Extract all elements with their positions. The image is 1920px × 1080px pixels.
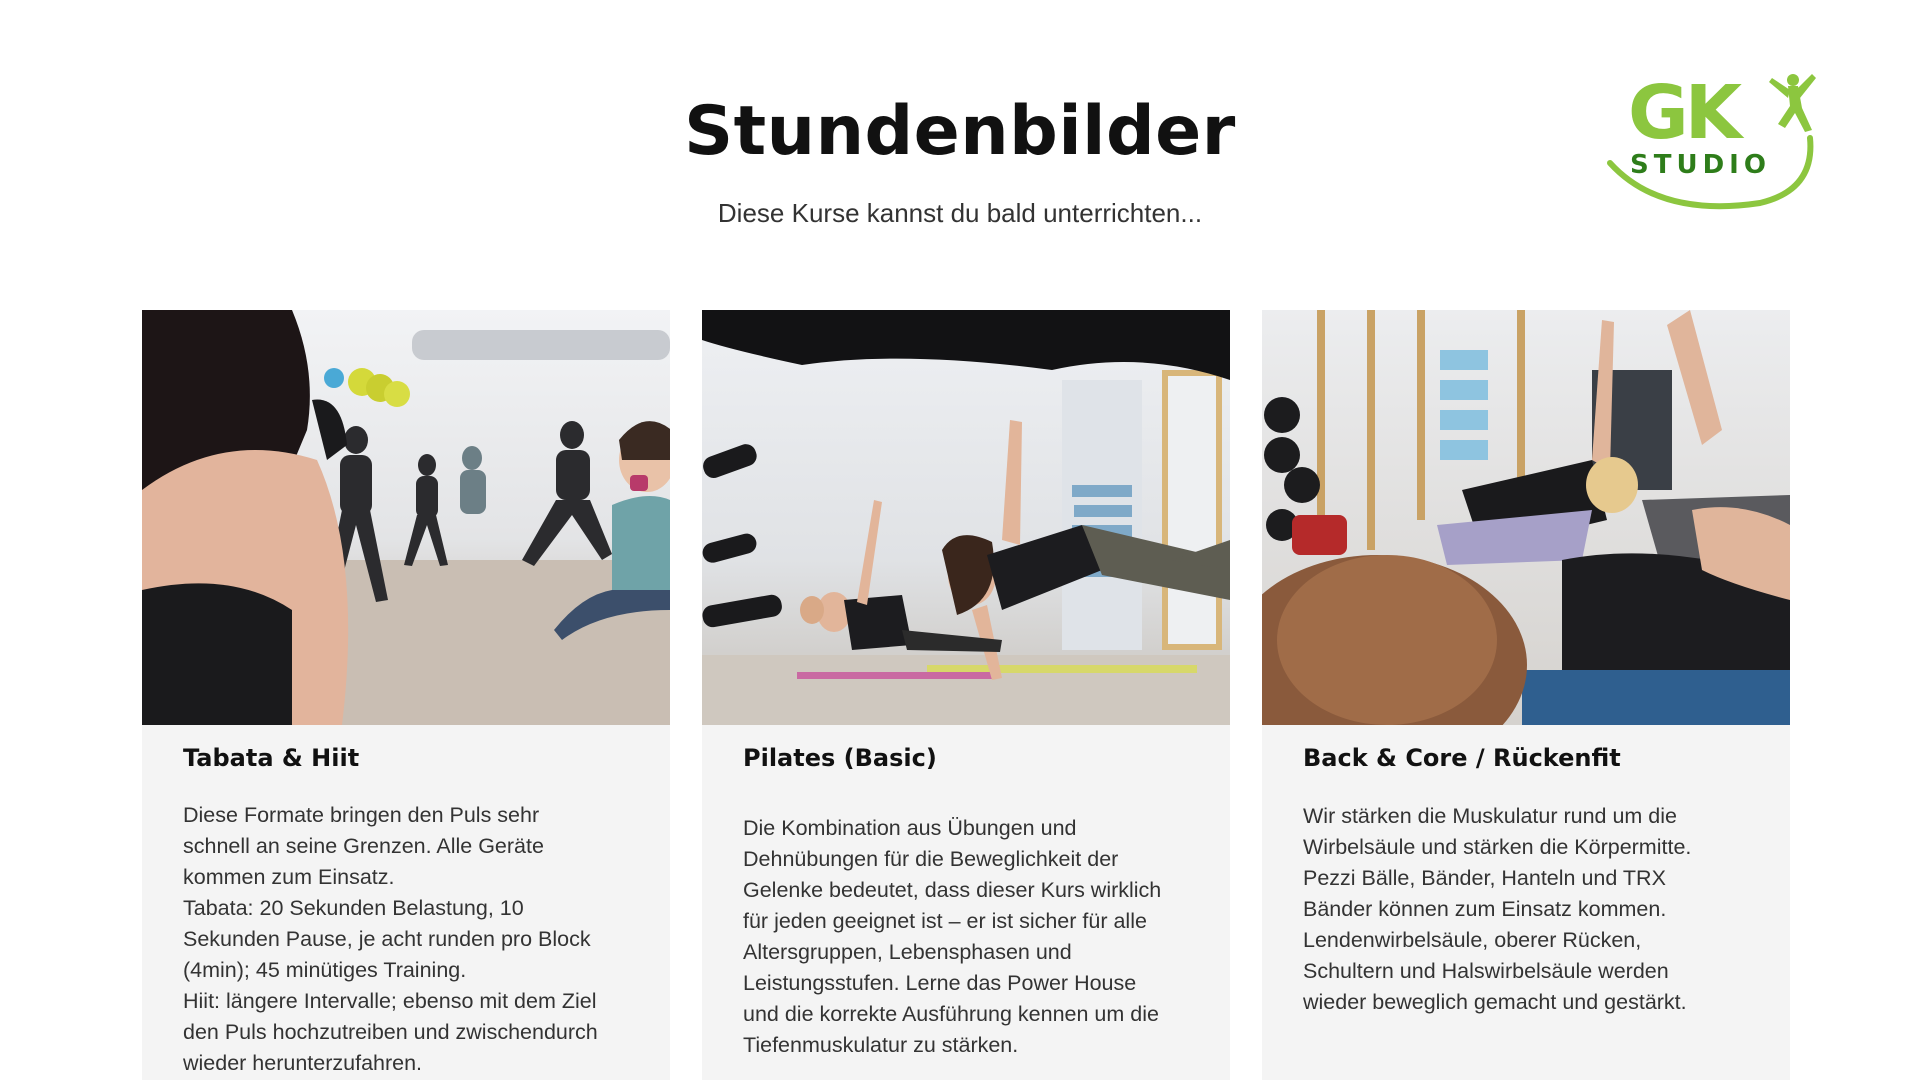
course-title: Pilates (Basic) xyxy=(743,744,937,772)
description-line: den Puls hochzutreiben und zwischendurch xyxy=(183,1020,598,1044)
description-line: und die korrekte Ausführung kennen um die xyxy=(743,1002,1159,1026)
description-line: für jeden geeignet ist – er ist sicher für alle xyxy=(743,909,1147,933)
course-title: Back & Core / Rückenfit xyxy=(1303,744,1621,772)
description-line: Dehnübungen für die Beweglichkeit der xyxy=(743,847,1119,871)
page-title: Stundenbilder xyxy=(684,92,1236,171)
description-line: Diese Formate bringen den Puls sehr xyxy=(183,803,540,827)
description-line: Leistungsstufen. Lerne das Power House xyxy=(743,971,1137,995)
course-card-pilates xyxy=(702,310,1230,1080)
course-description xyxy=(183,800,633,1079)
description-line: Tabata: 20 Sekunden Belastung, 10 xyxy=(183,896,524,920)
course-photo-tabata xyxy=(142,310,670,725)
description-line: Hiit: längere Intervalle; ebenso mit dem Ziel xyxy=(183,989,597,1013)
logo-figure-icon xyxy=(1769,74,1816,132)
description-line: Wir stärken die Muskulatur rund um die xyxy=(1303,804,1678,828)
course-card-back-core xyxy=(1262,310,1790,1080)
course-card-tabata xyxy=(142,310,670,1080)
description-line: Gelenke bedeutet, dass dieser Kurs wirklich xyxy=(743,878,1162,902)
gk-studio-logo xyxy=(1600,68,1830,213)
description-line: Lendenwirbelsäule, oberer Rücken, xyxy=(1303,928,1642,952)
description-line: Die Kombination aus Übungen und xyxy=(743,816,1077,840)
logo-word: STUDIO xyxy=(1630,150,1771,180)
description-line: Bänder können zum Einsatz kommen. xyxy=(1303,897,1667,921)
page-subtitle: Diese Kurse kannst du bald unterrichten... xyxy=(717,198,1203,228)
course-description xyxy=(1303,801,1753,1018)
description-line: Pezzi Bälle, Bänder, Hanteln und TRX xyxy=(1303,866,1666,890)
description-line: schnell an seine Grenzen. Alle Geräte xyxy=(183,834,544,858)
description-line: kommen zum Einsatz. xyxy=(183,865,395,889)
course-description xyxy=(743,813,1193,1061)
description-line: wieder herunterzufahren. xyxy=(183,1051,423,1075)
course-photo-pilates xyxy=(702,310,1230,725)
description-line: Altersgruppen, Lebensphasen und xyxy=(743,940,1072,964)
logo-letters: GK xyxy=(1628,70,1739,156)
course-title: Tabata & Hiit xyxy=(183,744,360,772)
description-line: Wirbelsäule und stärken die Körpermitte. xyxy=(1303,835,1692,859)
description-line: Tiefenmuskulatur zu stärken. xyxy=(743,1033,1019,1057)
course-photo-back-core xyxy=(1262,310,1790,725)
description-line: wieder beweglich gemacht und gestärkt. xyxy=(1303,990,1687,1014)
description-line: (4min); 45 minütiges Training. xyxy=(183,958,467,982)
description-line: Schultern und Halswirbelsäule werden xyxy=(1303,959,1669,983)
description-line: Sekunden Pause, je acht runden pro Block xyxy=(183,927,591,951)
